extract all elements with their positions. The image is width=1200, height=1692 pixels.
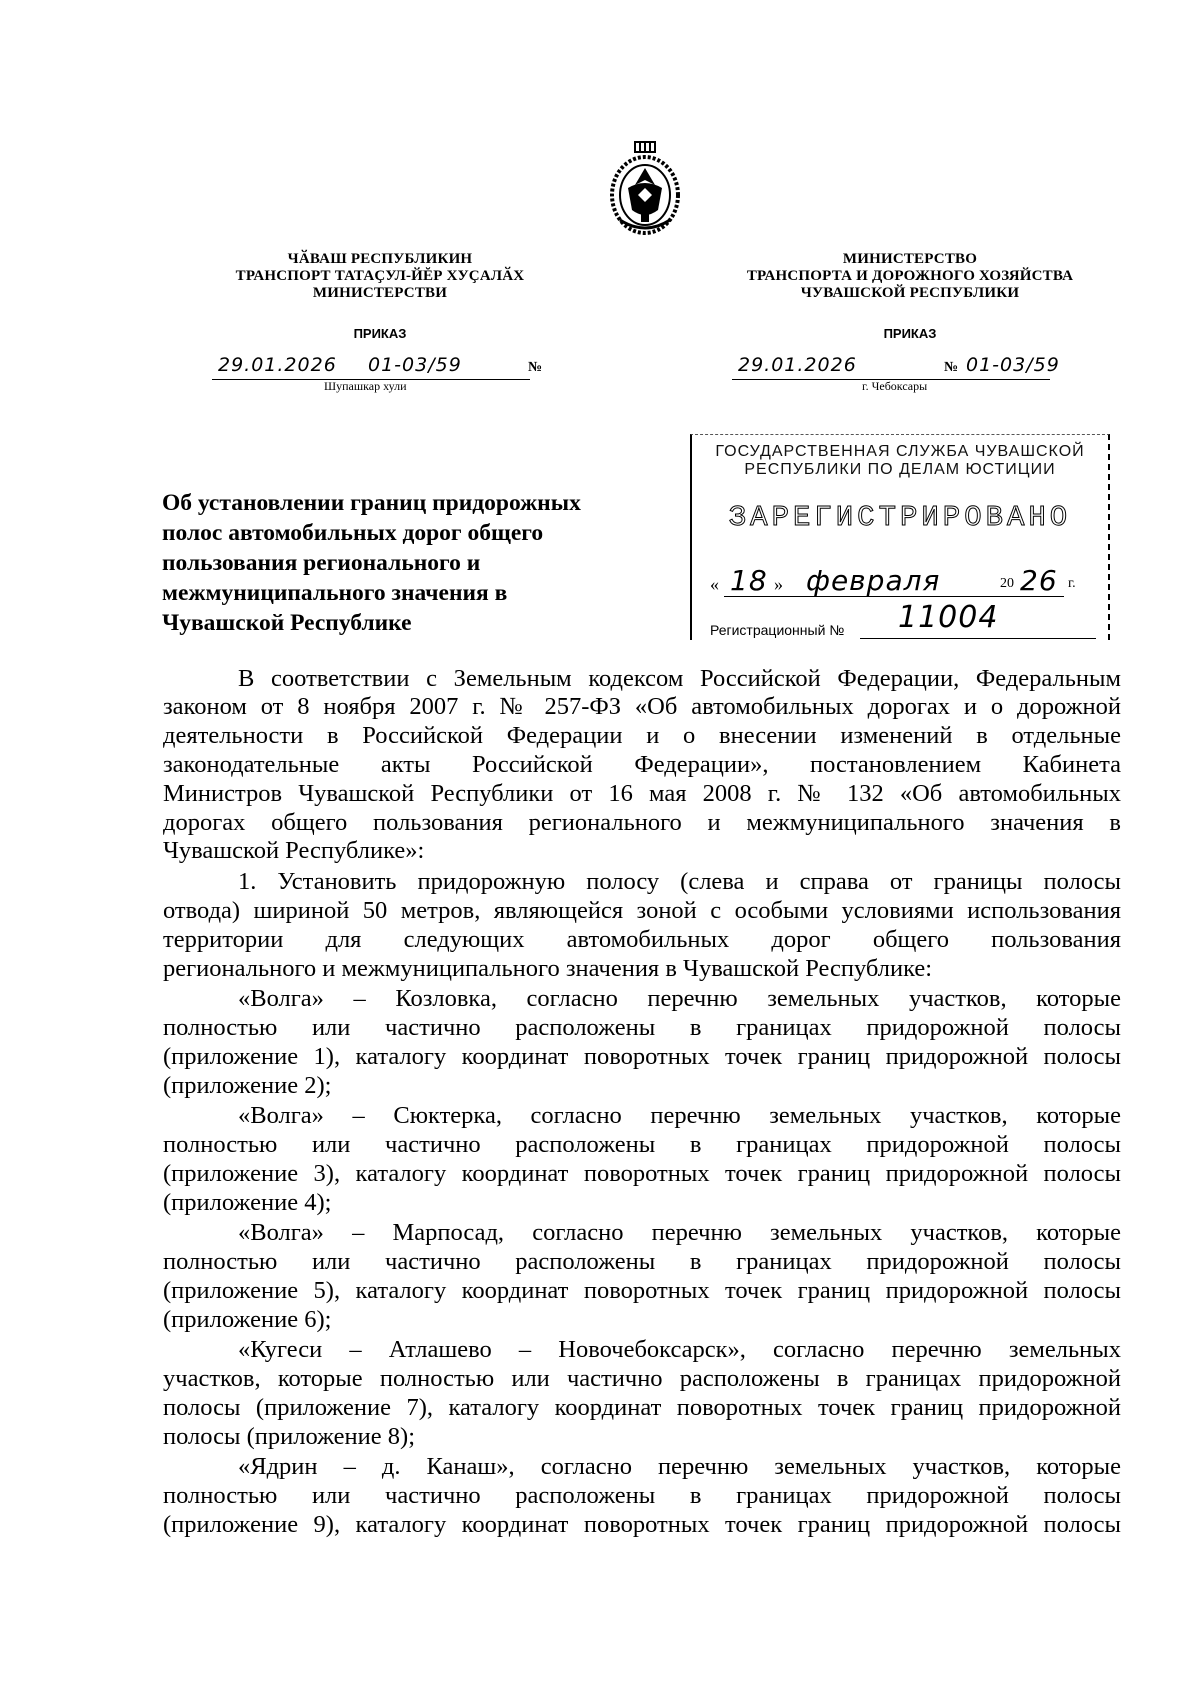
stamp-date-underline — [724, 596, 1064, 597]
body-line: деятельности в Российской Федерации и о внесении изменений в отдельные — [163, 722, 1121, 749]
header-right-line2: ТРАНСПОРТА И ДОРОЖНОГО ХОЗЯЙСТВА — [746, 268, 1074, 284]
body-line: отвода) шириной 50 метров, являющейся зоной с особыми условиями использования — [163, 897, 1121, 924]
right-city: г. Чебоксары — [862, 379, 928, 393]
stamp-reg-row — [710, 600, 1100, 642]
body-line: полностью или частично расположены в границах придорожной полосы — [163, 1014, 1121, 1041]
coat-of-arms-icon — [600, 140, 690, 240]
body-line: (приложение 3), каталогу координат поворотных точек границ придорожной полосы — [163, 1160, 1121, 1187]
body-line: дорогах общего пользования регионального и межмуниципального значения в — [163, 809, 1121, 836]
body-line: территории для следующих автомобильных дорог общего пользования — [163, 926, 1121, 953]
left-number-handwritten: 01-03/59 — [368, 354, 462, 376]
body-line: (приложение 6); — [163, 1306, 332, 1333]
body-line: полностью или частично расположены в границах придорожной полосы — [163, 1248, 1121, 1275]
prikaz-right: ПРИКАЗ — [883, 326, 937, 341]
body-line: (приложение 1), каталогу координат поворотных точек границ придорожной полосы — [163, 1043, 1121, 1070]
header-right-line3: ЧУВАШСКОЙ РЕСПУБЛИКИ — [800, 285, 1020, 301]
body-line: «Волга» – Козловка, согласно перечню земельных участков, которые — [238, 985, 1121, 1012]
title-line2: полос автомобильных дорог общего — [162, 520, 544, 546]
body-line: (приложение 5), каталогу координат поворотных точек границ придорожной полосы — [163, 1277, 1121, 1304]
stamp-date-row — [710, 562, 1100, 598]
body-line: законом от 8 ноября 2007 г. № 257-ФЗ «Об автомобильных дорогах и о дорожной — [163, 693, 1121, 720]
stamp-registered: ЗАРЕГИСТРИРОВАНО — [728, 501, 1072, 534]
stamp-reg-label: Регистрационный № — [710, 622, 845, 638]
body-line: полосы (приложение 8); — [163, 1423, 415, 1450]
right-date-handwritten: 29.01.2026 — [738, 354, 857, 376]
header-right-line1: МИНИСТЕРСТВО — [842, 251, 978, 267]
body-line: «Ядрин – д. Канаш», согласно перечню земельных участков, которые — [238, 1453, 1121, 1480]
left-date-handwritten: 29.01.2026 — [218, 354, 337, 376]
body-line: участков, которые полностью или частично расположены в границах придорожной — [163, 1365, 1121, 1392]
body-line: полностью или частично расположены в границах придорожной полосы — [163, 1131, 1121, 1158]
header-left-line1: ЧӐВАШ РЕСПУБЛИКИН — [287, 251, 473, 267]
stamp-year-prefix: 20 — [1000, 576, 1014, 591]
stamp-quote-close: » — [774, 574, 783, 594]
body-line: «Волга» – Сюктерка, согласно перечню земельных участков, которые — [238, 1102, 1121, 1129]
left-number-sign: № — [528, 360, 543, 375]
right-number-handwritten: 01-03/59 — [966, 354, 1060, 376]
title-line4: межмуниципального значения в — [162, 580, 508, 606]
body-line: 1. Установить придорожную полосу (слева и справа от границы полосы — [238, 868, 1121, 895]
stamp-line2: РЕСПУБЛИКИ ПО ДЕЛАМ ЮСТИЦИИ — [744, 461, 1056, 478]
stamp-day-handwritten: 18 — [730, 564, 768, 597]
title-line3: пользования регионального и — [162, 550, 481, 576]
stamp-quote-open: « — [710, 574, 719, 594]
title-line5: Чувашской Республике — [162, 610, 412, 636]
body-line: законодательные акты Российской Федерации», постановлением Кабинета — [163, 751, 1121, 778]
body-line: (приложение 2); — [163, 1072, 332, 1099]
body-line: Министров Чувашской Республики от 16 мая 2008 г. № 132 «Об автомобильных — [163, 780, 1121, 807]
body-line: регионального и межмуниципального значения в Чувашской Республике: — [163, 955, 933, 982]
body-line: «Кугеси – Атлашево – Новочебоксарск», согласно перечню земельных — [238, 1336, 1121, 1363]
stamp-reg-handwritten: 11004 — [898, 600, 999, 635]
right-number-sign: № — [944, 360, 959, 375]
prikaz-left: ПРИКАЗ — [353, 326, 407, 341]
body-line: В соответствии с Земельным кодексом Российской Федерации, Федеральным — [238, 665, 1121, 692]
body-line: «Волга» – Марпосад, согласно перечню земельных участков, которые — [238, 1219, 1121, 1246]
body-line: полностью или частично расположены в границах придорожной полосы — [163, 1482, 1121, 1509]
body-line: Чувашской Республике»: — [163, 837, 425, 864]
stamp-year-handwritten: 26 — [1020, 564, 1058, 597]
stamp-year-suffix: г. — [1068, 576, 1076, 591]
title-line1: Об установлении границ придорожных — [162, 490, 581, 516]
left-city: Шупашкар хули — [324, 379, 407, 393]
stamp-reg-underline — [860, 638, 1096, 639]
stamp-month-handwritten: февраля — [806, 564, 941, 597]
header-left-line2: ТРАНСПОРТ ТАТАҪУЛ-ЙĔР ХУҪАЛӐХ — [235, 268, 525, 284]
header-right — [700, 251, 1120, 302]
body-line: (приложение 4); — [163, 1189, 332, 1216]
body-line: полосы (приложение 7), каталогу координат поворотных точек границ придорожной — [163, 1394, 1121, 1421]
stamp-line1: ГОСУДАРСТВЕННАЯ СЛУЖБА ЧУВАШСКОЙ — [715, 443, 1085, 460]
header-left — [170, 251, 590, 302]
body-line: (приложение 9), каталогу координат поворотных точек границ придорожной полосы — [163, 1511, 1121, 1538]
header-left-line3: МИНИСТЕРСТВИ — [312, 285, 448, 301]
document-title — [162, 488, 662, 638]
